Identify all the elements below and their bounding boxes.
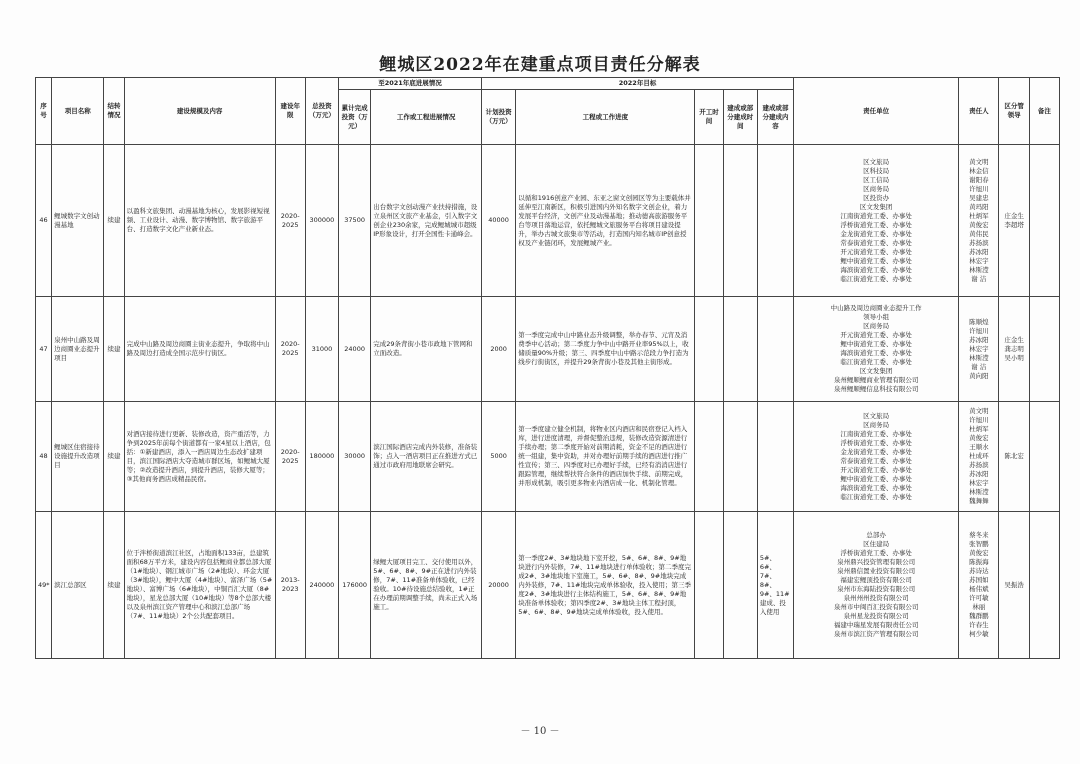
unit-line: 区文旅局	[863, 411, 890, 420]
cell-work: 出台数字文创动漫产业扶持措施，设立泉州区文旅产业基金，引入数字文创企业230余家，完成鲤城城市超级IP形象设计，打开全国性卡通峰会。	[371, 145, 482, 297]
cell-name: 鲤城数字文创动漫基地	[52, 145, 104, 297]
header-person: 责任人	[959, 78, 999, 145]
cell-type: 续建	[104, 145, 124, 297]
cell-scale: 完成中山路及周边商圈主街业态提升，争取将中山路及周边打造成全国示范步行街区。	[124, 297, 275, 402]
header-done: 累计完成投资（万元）	[339, 90, 371, 145]
unit-line: 泉州鼎兴投资管理有限公司	[837, 558, 916, 566]
cell-units	[794, 512, 959, 659]
cell-done: 24000	[339, 297, 371, 402]
unit-line: 江南街道党工委、办事处	[840, 429, 912, 438]
person-line: 杜成环	[969, 452, 989, 460]
unit-line: 开元街道党工委、办事处	[840, 247, 912, 256]
person-line: 黄伟民	[969, 229, 989, 238]
header-progress-2021: 至2021年底进展情况	[339, 78, 482, 90]
cell-finish-content	[757, 145, 793, 297]
cell-type: 续建	[104, 512, 124, 659]
header-finish-time: 建成或部分建成时间	[723, 90, 757, 145]
cell-years: 2020-2025	[275, 402, 305, 512]
unit-line: 开元街道党工委、办事处	[840, 331, 912, 339]
unit-line: 区商务局	[863, 184, 890, 193]
person-line: 林丽	[972, 603, 986, 611]
unit-line: 福建宏鲤顶投资有限公司	[840, 576, 912, 584]
cell-name: 滨江总部区	[52, 512, 104, 659]
person-line: 黄文明	[969, 407, 989, 415]
person-line: 黄向阳	[969, 371, 989, 380]
person-line: 许旭川	[969, 416, 989, 424]
unit-line: 常泰街道党工委、办事处	[840, 238, 912, 247]
unit-line: 区科技局	[863, 166, 890, 175]
cell-leader: 庄金生 李超塔	[999, 145, 1029, 297]
person-line: 陈顺煌	[969, 317, 989, 326]
person-line: 黄玛阳	[969, 202, 989, 211]
unit-line: 泉州鲤顺鲤信息科技有限公司	[833, 385, 919, 393]
unit-line: 区文发集团	[859, 367, 893, 375]
person-line: 苏诗达	[969, 567, 989, 575]
header-scale: 建设规模及内容	[124, 78, 275, 145]
cell-finish-content: 5#、6#、7#、8#、9#、11#建成、投入使用	[757, 512, 793, 659]
cell-invest: 31000	[305, 297, 338, 402]
cell-work: 绿鲤大厦项目完工、交付使用以外，5#、6#、8#、9#正在进行内外装修，7#、11#准备单体验收，已经验收。10#待设施总结验收，1#正在办理前期调整手续，尚未正式入场施工。	[371, 512, 482, 659]
unit-line: 区住建局	[863, 540, 890, 548]
header-leader: 区分管领导	[999, 78, 1029, 145]
unit-line: 总部办	[866, 531, 886, 539]
unit-line: 福建中瑞星发展有限责任公司	[833, 621, 919, 629]
person-line: 林金信	[969, 166, 989, 175]
person-line: 王顺水	[969, 443, 989, 451]
cell-start	[695, 297, 723, 402]
person-line: 杜炳军	[969, 211, 989, 220]
header-invest: 总投资（万元）	[305, 78, 338, 145]
person-line: 许旭川	[969, 184, 989, 193]
cell-target: 第一季度建立健全机制，将物业区内酒店和民宿登记入档入库，进行进度清理，并督促整治违规，装修改造资源清进行手续办理；第二季度开始对前期消耗，资金不足的酒店进行统一组建，集中资助，并对办理好前期手续的酒店进行推广性宣传；第三、四季度对已办理好手续，已经有消消店进行跟踪管理，继续帮扶符合条件的酒店加快手续、前期完成，并形成机制，吸引更多物业内酒店成一化、机制化管理。	[516, 402, 695, 512]
person-line: 苏冰阳	[969, 335, 989, 344]
cell-invest: 300000	[305, 145, 338, 297]
cell-invest: 240000	[305, 512, 338, 659]
cell-done: 30000	[339, 402, 371, 512]
unit-line: 区商务局	[863, 420, 890, 429]
cell-plan: 5000	[481, 402, 515, 512]
person-line: 张智鹏	[969, 540, 989, 548]
cell-start	[695, 145, 723, 297]
person-line: 林宏宇	[969, 479, 989, 487]
person-line: 谢阳春	[969, 175, 989, 184]
unit-line: 鲤中街道党工委、办事处	[840, 256, 912, 265]
unit-line: 鲤中街道党工委、办事处	[840, 340, 912, 348]
cell-scale: 对酒店接待进行更新、装修改造，资产重活等，力争到2025年前每个街道都有一家4星以上酒店，包括：①新建酒店，添入一酒店周边生态改扩建项目，滨江国际酒店大夺造城市群区场，如鲤城大厦等；②改造提升酒店，到提升酒店，装修大厦等；③其他商务酒店成精品民宿。	[124, 402, 275, 512]
person-line: 林斯滢	[969, 488, 989, 496]
unit-line: 常泰街道党工委、办事处	[840, 456, 912, 465]
person-line: 许可敏	[969, 594, 989, 602]
person-line: 苏国如	[969, 576, 989, 584]
person-line: 苏冰阳	[969, 470, 989, 478]
person-line: 许春生	[969, 621, 989, 629]
unit-line: 开元街道党工委、办事处	[840, 465, 912, 474]
person-line: 魏群鹏	[969, 612, 989, 620]
table-row	[36, 402, 1060, 512]
header-type: 结转情况	[104, 78, 124, 145]
unit-line: 区工信局	[863, 175, 890, 184]
header-remark: 备注	[1029, 78, 1059, 145]
cell-finish-time	[723, 145, 757, 297]
header-start: 开工时间	[695, 90, 723, 145]
cell-finish-content	[757, 402, 793, 512]
person-line: 黄俊宏	[969, 220, 989, 229]
cell-seq: 49*	[36, 512, 52, 659]
header-plan: 计划投资（万元）	[481, 90, 515, 145]
cell-persons	[959, 512, 999, 659]
cell-leader: 庄金生 龚志明 吴小明	[999, 297, 1029, 402]
cell-units	[794, 402, 959, 512]
header-name: 项目名称	[52, 78, 104, 145]
unit-line: 泉州市滨江资产管理有限公司	[833, 630, 919, 638]
unit-line: 临江街道党工委、办事处	[840, 274, 912, 283]
cell-target: 以循和1916创意产业园、东亚之窗文创园区等为主要载体并延伸至江南新区，积极引进国内外知名数字文创企业，着力发展平台经济，文创产业及动漫基地；推动德高旅游服务平台等项目落地运营，依托鲤城文旅服务平台将项目建设提升，举办古城文旅集市等活动，打造国内知名城市IP创意授权及产业链闭环，发展鲤城产业。	[516, 145, 695, 297]
header-seq: 序号	[36, 78, 52, 145]
person-line: 杨伟斌	[969, 585, 989, 593]
person-line: 苏扬滨	[969, 461, 989, 469]
cell-finish-time	[723, 297, 757, 402]
unit-line: 江南街道党工委、办事处	[840, 211, 912, 220]
person-line: 林宏宇	[969, 256, 989, 265]
cell-done: 176000	[339, 512, 371, 659]
unit-line: 浮桥街道党工委、办事处	[840, 549, 912, 557]
unit-line: 金龙街道党工委、办事处	[840, 447, 912, 456]
cell-plan: 20000	[481, 512, 515, 659]
unit-line: 金龙街道党工委、办事处	[840, 229, 912, 238]
person-line: 魏舞舞	[969, 497, 989, 505]
header-years: 建设年限	[275, 78, 305, 145]
cell-years: 2020-2025	[275, 145, 305, 297]
unit-line: 泉州市中闽百汇投资有限公司	[833, 603, 919, 611]
table-row	[36, 297, 1060, 402]
header-target: 工程或工作进度	[516, 90, 695, 145]
cell-work: 滨江国际酒店完成内外装修，准备装饰；点入一酒店项目正在推进方式已通过市政府用地联席会研究。	[371, 402, 482, 512]
unit-line: 泉州州州投资有限公司	[843, 594, 909, 602]
header-finish-content: 建成或部分建成内容	[757, 90, 793, 145]
cell-years: 2013-2023	[275, 512, 305, 659]
cell-seq: 47	[36, 297, 52, 402]
cell-type: 续建	[104, 402, 124, 512]
person-line: 苏扬滨	[969, 238, 989, 247]
cell-remark	[1029, 512, 1059, 659]
page-number: － 10 －	[520, 726, 560, 737]
unit-line: 临江街道党工委、办事处	[840, 492, 912, 501]
cell-leader: 吴振浩	[999, 512, 1029, 659]
unit-line: 区文旅局	[863, 157, 890, 166]
unit-line: 浮桥街道党工委、办事处	[840, 220, 912, 229]
cell-start	[695, 402, 723, 512]
cell-name: 鲤城区住宿接待设施提升改造项目	[52, 402, 104, 512]
cell-work: 完成29条背街小巷市政地下管网和立面改造。	[371, 297, 482, 402]
cell-scale: 以盈科文旅集团、动漫基地为核心，发展影视短视频、工业设计、动漫、数字博物馆、数字旅游平台、打造数字文化产业新业态。	[124, 145, 275, 297]
cell-finish-content	[757, 297, 793, 402]
table-row	[36, 512, 1060, 659]
cell-leader: 陈北宏	[999, 402, 1029, 512]
cell-invest: 180000	[305, 402, 338, 512]
person-line: 蔡冬来	[969, 531, 989, 539]
person-line: 黄俊宏	[969, 434, 989, 442]
person-line: 吴建忠	[969, 193, 989, 202]
unit-line: 浮桥街道党工委、办事处	[840, 438, 912, 447]
unit-line: 领导小组	[863, 313, 890, 321]
unit-line: 临江街道党工委、办事处	[840, 358, 912, 366]
person-line: 林斯滢	[969, 353, 989, 362]
person-line: 林宏宇	[969, 344, 989, 353]
cell-target: 第一季度完成中山中路业态升级调整，举办春节、元宵及消费季中心活动；第二季度力争中山中路开业率95%以上，收储质量90%升级；第三、四季度中山中路示范段力争打造为线步行街街区，并提升29条背街小巷及其他主街形成。	[516, 297, 695, 402]
cell-plan: 40000	[481, 145, 515, 297]
person-line: 陈振海	[969, 558, 989, 566]
cell-done: 37500	[339, 145, 371, 297]
unit-line: 泉州鲤顺鲤商业管理有限公司	[833, 376, 919, 384]
unit-line: 海滨街道党工委、办事处	[840, 265, 912, 274]
unit-line: 泉州星龙投资有限公司	[843, 612, 909, 620]
cell-units	[794, 297, 959, 402]
cell-seq: 46	[36, 145, 52, 297]
table-row	[36, 145, 1060, 297]
cell-years: 2020-2025	[275, 297, 305, 402]
cell-persons	[959, 402, 999, 512]
unit-line: 区投资办	[863, 193, 890, 202]
document-title: 鲤城区2022年在建重点项目责任分解表	[379, 55, 701, 75]
person-line: 苏冰阳	[969, 247, 989, 256]
cell-persons	[959, 145, 999, 297]
person-line: 黄俊宏	[969, 549, 989, 557]
header-target-2022: 2022年目标	[481, 78, 793, 90]
person-line: 谢 洁	[971, 274, 987, 283]
cell-name: 泉州中山路及周边商圈业态提升项目	[52, 297, 104, 402]
person-line: 杜炳军	[969, 425, 989, 433]
project-table	[35, 77, 1060, 659]
unit-line: 区文发集团	[859, 202, 893, 211]
unit-line: 泉州市东海陆投资有限公司	[837, 585, 916, 593]
unit-line: 区商务局	[863, 322, 890, 330]
header-unit: 责任单位	[794, 78, 959, 145]
cell-remark	[1029, 402, 1059, 512]
cell-start	[695, 512, 723, 659]
person-line: 柯少敏	[969, 630, 989, 638]
cell-units	[794, 145, 959, 297]
cell-remark	[1029, 297, 1059, 402]
unit-line: 海滨街道党工委、办事处	[840, 349, 912, 357]
cell-persons	[959, 297, 999, 402]
cell-plan: 2000	[481, 297, 515, 402]
cell-remark	[1029, 145, 1059, 297]
unit-line: 泉州鼎信置业投资有限公司	[837, 567, 916, 575]
cell-scale: 位于泮桥街道滨江社区，占地面积133亩，总建筑面积68万平方米，建设内容包括鲤商业都总部大厦（1#地块）、钢江城市广场（2#地块）、环金大厦（3#地块），鲤中大厦（4#地块）、富泽广场（5#地块）、富博广场（6#地块），中铜百汇大厦（8#地块），星龙总部大厦（10#地块）等8个总部大楼以及泉州滨江资产管理中心和滨江总部广场（7#、11#地块）2个公共配套项目。	[124, 512, 275, 659]
person-line: 谢 洁	[971, 362, 987, 371]
cell-finish-time	[723, 512, 757, 659]
cell-seq: 48	[36, 402, 52, 512]
unit-line: 中山路及周边商圈业态提升工作	[830, 304, 922, 312]
person-line: 黄文明	[969, 157, 989, 166]
cell-target: 第一季度2#、3#地块地下室开挖，5#、6#、8#、9#地块进行内外装修，7#、11#地块进行单体验收；第二季度完成2#、3#地块地下室施工，5#、6#、8#、9#地块完成内外装修，7#、11#地块完成单体验收，投入使用；第三季度2#、3#地块进行主体结构施工，5#、6#、8#、9#地块准备单体验收；第四季度2#、3#地块主体工程封顶，5#、6#、8#、9#地块完成单体验收，投入使用。	[516, 512, 695, 659]
header-work: 工作或工程进展情况	[371, 90, 482, 145]
unit-line: 海滨街道党工委、办事处	[840, 483, 912, 492]
unit-line: 鲤中街道党工委、办事处	[840, 474, 912, 483]
cell-type: 续建	[104, 297, 124, 402]
person-line: 许旭川	[969, 326, 989, 335]
cell-finish-time	[723, 402, 757, 512]
person-line: 林斯滢	[969, 265, 989, 274]
